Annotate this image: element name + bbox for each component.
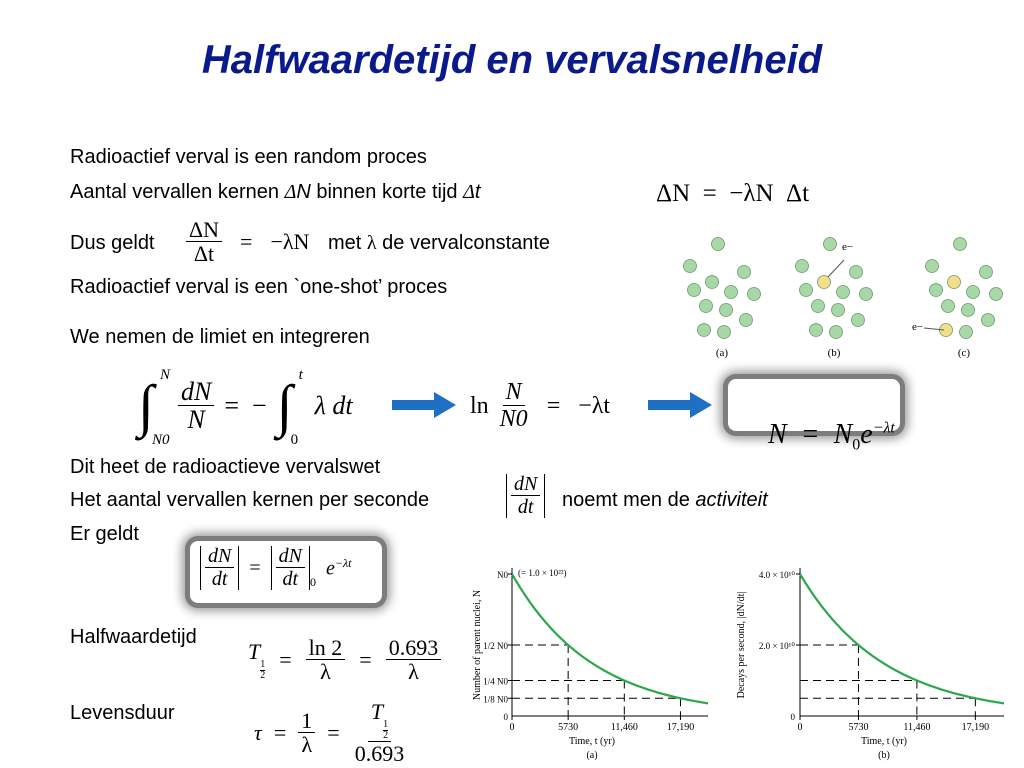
- lower-limit: N0: [152, 432, 170, 448]
- x-tick-label: 5730: [848, 722, 869, 733]
- boxed-activity-law: [190, 541, 382, 603]
- equals-sign: =: [249, 556, 261, 579]
- text-line-one-shot: Radioactief verval is een `one-shot’ proces: [70, 276, 448, 298]
- text-fragment: de vervalconstante: [382, 232, 551, 254]
- abs-zero-group: [271, 546, 316, 590]
- equation-delta-n: ΔN = −λN Δt: [656, 180, 810, 207]
- nucleus: [990, 288, 1003, 301]
- y-tick-label: 4.0 × 10¹⁰: [758, 570, 795, 580]
- numerator: 1: [298, 709, 315, 733]
- text-line-er-geldt: Er geldt: [70, 523, 139, 545]
- delta-symbol: Δ: [463, 181, 475, 203]
- nucleus: [824, 238, 837, 251]
- fraction: [186, 218, 222, 266]
- exp-term: [326, 556, 352, 581]
- figure-label: (a): [715, 347, 729, 359]
- fraction: [205, 546, 234, 590]
- exponent: −λt: [334, 555, 352, 570]
- chart-decays-per-second: [734, 556, 1014, 766]
- delta-symbol: Δ: [284, 181, 297, 203]
- y-tick-label: 1/8 N0: [483, 694, 508, 705]
- text-line-levensduur: Levensduur: [70, 702, 175, 724]
- denominator: dt: [282, 568, 299, 590]
- nucleus: [850, 266, 863, 279]
- y-axis-label: Number of parent nuclei, N: [472, 589, 483, 701]
- nucleus: [812, 300, 825, 313]
- text-line-per-seconde: Het aantal vervallen kernen per seconde: [70, 489, 430, 511]
- activiteit-word: activiteit: [695, 489, 768, 511]
- nucleus: [962, 304, 975, 317]
- decay-law-text: [740, 387, 895, 487]
- numerator: 0.693: [386, 636, 442, 660]
- electron-label: e−: [842, 241, 854, 253]
- exp-base: e: [860, 419, 873, 450]
- nucleus: [700, 300, 713, 313]
- text-line-halfwaardetijd: Halfwaardetijd: [70, 626, 197, 648]
- equals-sign: =: [359, 647, 372, 673]
- x-tick-label: 17,190: [961, 722, 990, 733]
- x-tick-label: 5730: [558, 722, 579, 733]
- nucleus: [832, 304, 845, 317]
- electron-label: e−: [912, 321, 924, 333]
- ln-label: ln: [470, 392, 489, 419]
- y-tick-label: 0: [790, 712, 795, 722]
- text-fragment: binnen korte tijd: [310, 181, 464, 203]
- nucleus: [796, 260, 809, 273]
- equation-half-life: [248, 636, 441, 684]
- subscript-half: $\frac{1}{2}$: [383, 719, 389, 741]
- nucleus: [837, 286, 850, 299]
- rhs: −λN: [270, 229, 310, 255]
- activity-symbol: [506, 474, 545, 518]
- text-fragment: Aantal vervallen kernen: [70, 181, 285, 203]
- rhs: λ dt: [314, 391, 353, 420]
- equation-ln: [470, 374, 610, 438]
- x-tick-label: 17,190: [666, 722, 695, 733]
- t-letter: T: [248, 639, 261, 665]
- nucleus: [942, 300, 955, 313]
- decayed-nucleus: [818, 276, 831, 289]
- n-symbol: N: [296, 181, 311, 203]
- text-fragment: met: [328, 232, 362, 254]
- y-tick-label: 2.0 × 10¹⁰: [758, 641, 795, 651]
- t-letter: T: [370, 699, 384, 724]
- nucleus: [954, 238, 967, 251]
- tau-symbol: τ: [254, 720, 262, 746]
- fraction: [352, 700, 408, 766]
- nucleus: [706, 276, 719, 289]
- decayed-nucleus: [948, 276, 961, 289]
- numerator: [368, 700, 391, 742]
- denominator: dt: [211, 568, 228, 590]
- nucleus: [960, 326, 973, 339]
- denominator: Δt: [193, 241, 215, 267]
- numerator: ln 2: [306, 636, 346, 660]
- activity-law-row: [200, 546, 352, 590]
- denominator: N0: [499, 405, 528, 432]
- equals-sign: =: [279, 647, 292, 673]
- decay-law-lhs: N = N: [768, 419, 853, 450]
- text-line-vervalswet: Dit heet de radioactieve vervalswet: [70, 456, 381, 478]
- fraction: [298, 709, 315, 757]
- figure-label: (b): [827, 347, 841, 359]
- x-tick-label: 0: [797, 722, 803, 733]
- nucleus: [725, 286, 738, 299]
- x-tick-label: 11,460: [610, 722, 638, 733]
- lambda-symbol: λ: [366, 232, 377, 254]
- y-tick-label: 1/2 N0: [483, 641, 508, 651]
- text-line-met: [328, 232, 550, 255]
- upper-limit: N: [160, 367, 171, 383]
- nucleus: [684, 260, 697, 273]
- fraction: [306, 636, 346, 684]
- denominator: λ: [408, 659, 419, 685]
- fraction: [497, 380, 531, 433]
- y-axis-label: Decays per second, |dN/dt|: [736, 591, 747, 699]
- nucleus: [980, 266, 993, 279]
- figure-label: (c): [957, 347, 971, 359]
- numerator: dN: [276, 546, 305, 568]
- fraction: [276, 546, 305, 590]
- text-line-dus-geldt: Dus geldt: [70, 232, 155, 254]
- t-symbol: t: [474, 181, 481, 203]
- annotation: (= 1.0 × 10²²): [518, 568, 567, 578]
- arrow-right-icon: [648, 392, 712, 418]
- lower-limit: 0: [290, 432, 299, 448]
- chart-label: (a): [586, 750, 598, 761]
- x-axis-label: Time, t (yr): [568, 736, 616, 747]
- equation-lifetime: [254, 700, 407, 766]
- decay-curve: [512, 574, 708, 703]
- numerator: dN: [205, 546, 234, 568]
- nucleus: [930, 284, 943, 297]
- boxed-decay-law: [728, 379, 900, 454]
- numerator: N: [503, 380, 525, 406]
- nucleus: [810, 324, 823, 337]
- equation-integral: [138, 366, 353, 446]
- denominator: 0.693: [354, 741, 405, 766]
- equals-sign: = −: [224, 391, 267, 420]
- x-tick-label: 0: [509, 722, 515, 733]
- equals-sign: =: [273, 720, 287, 746]
- fraction: [178, 378, 214, 435]
- abs-bars: [271, 546, 310, 590]
- fraction: [386, 636, 442, 684]
- chart-parent-nuclei: [468, 556, 722, 766]
- decay-curve: [800, 574, 1004, 703]
- integral-sign: ∫ N N0: [138, 367, 171, 448]
- equals-sign: =: [240, 229, 253, 255]
- fraction: [511, 474, 540, 518]
- nucleus: [740, 314, 753, 327]
- text-fragment: noemt men de: [562, 489, 690, 511]
- nucleus: [712, 238, 725, 251]
- nucleus: [860, 288, 873, 301]
- abs-bars: [200, 546, 239, 590]
- denominator: dt: [517, 496, 534, 518]
- nucleus: [967, 286, 980, 299]
- denominator: λ: [301, 732, 313, 758]
- nucleus: [926, 260, 939, 273]
- nucleus: [982, 314, 995, 327]
- subscript-half: $\frac{1}{2}$: [260, 659, 266, 682]
- nucleus: [720, 304, 733, 317]
- exponent: −λt: [872, 419, 895, 437]
- numerator: dN: [511, 474, 540, 496]
- electron-arrow: [828, 260, 844, 277]
- equation-rate: [186, 218, 309, 266]
- slide-title: Halfwaardetijd en vervalsnelheid: [201, 38, 823, 82]
- nucleus: [688, 284, 701, 297]
- rhs: = −λt: [546, 392, 611, 419]
- exp-base: e: [325, 557, 335, 580]
- nucleus: [830, 326, 843, 339]
- text-line-random: Radioactief verval is een random proces: [70, 146, 427, 168]
- nucleus: [748, 288, 761, 301]
- half-life-symbol: [248, 639, 265, 681]
- integral-sign: ∫ t 0: [276, 367, 303, 448]
- denominator: N: [187, 404, 205, 434]
- nuclei-decay-figure: [676, 232, 1012, 364]
- numerator: ΔN: [186, 218, 222, 242]
- denominator: λ: [320, 659, 331, 685]
- subscript: 0: [309, 575, 316, 589]
- text-line-aantal: [70, 181, 480, 204]
- x-tick-label: 11,460: [903, 722, 931, 733]
- nucleus: [852, 314, 865, 327]
- y-tick-label: 0: [503, 712, 508, 722]
- nucleus: [698, 324, 711, 337]
- y-tick-label: N0: [497, 570, 508, 580]
- x-axis-label: Time, t (yr): [860, 736, 908, 747]
- abs-bars: [506, 474, 545, 518]
- upper-limit: t: [298, 367, 303, 383]
- text-line-activiteit: [562, 489, 768, 512]
- nucleus: [718, 326, 731, 339]
- nucleus: [738, 266, 751, 279]
- subscript: 0: [852, 436, 861, 454]
- numerator: dN: [178, 378, 214, 406]
- chart-label: (b): [878, 750, 890, 761]
- y-tick-label: 1/4 N0: [483, 676, 508, 687]
- nucleus: [800, 284, 813, 297]
- equals-sign: =: [327, 720, 340, 746]
- text-line-limiet: We nemen de limiet en integreren: [70, 326, 370, 348]
- arrow-right-icon: [392, 392, 456, 418]
